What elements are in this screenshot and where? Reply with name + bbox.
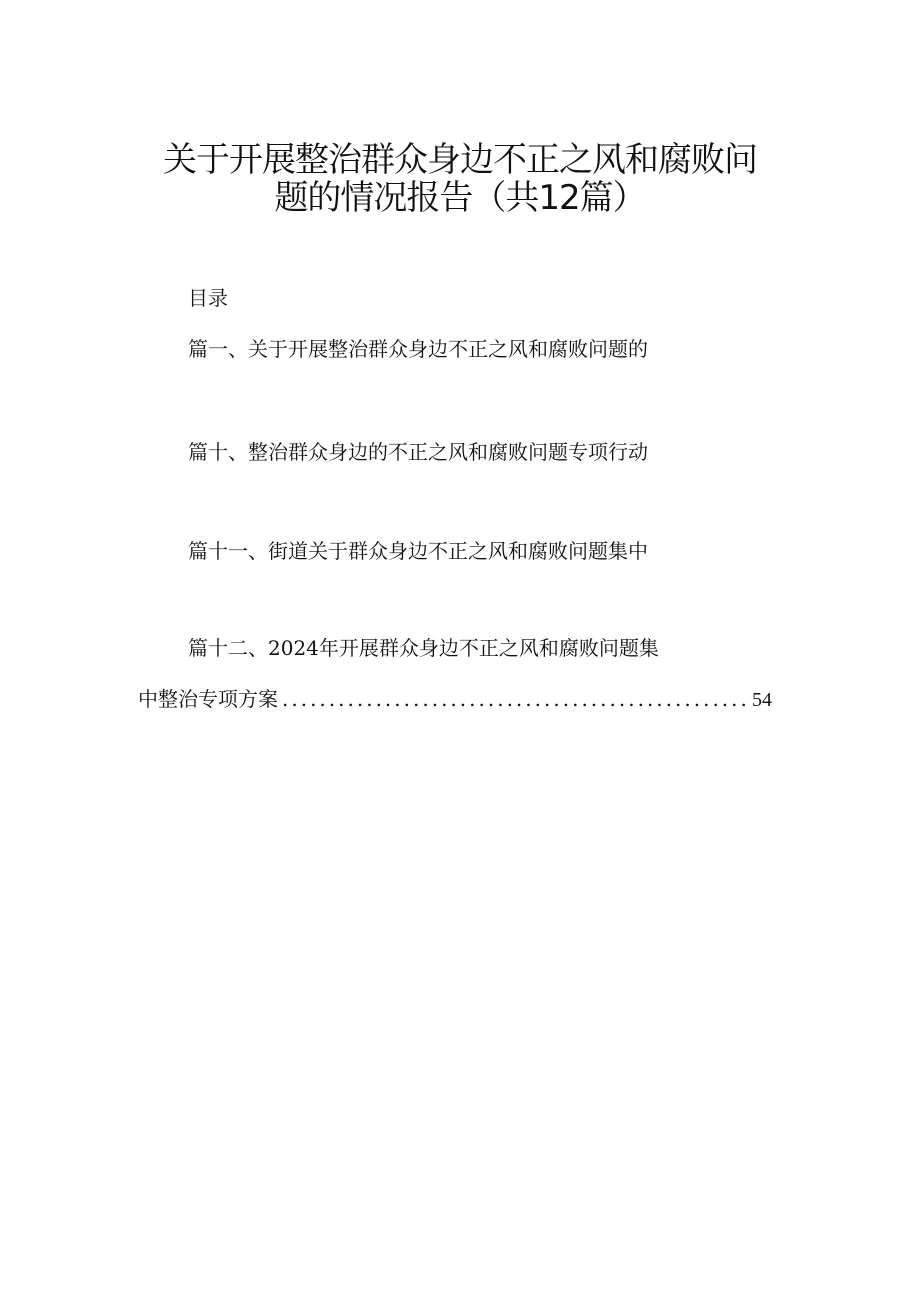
toc-item-12-continuation-text: 中整治专项方案 [138, 687, 278, 711]
toc-dot-leader [282, 684, 748, 714]
toc-item-1[interactable]: 篇一、关于开展整治群众身边不正之风和腐败问题的 [188, 337, 648, 361]
toc-item-11[interactable]: 篇十一、街道关于群众身边不正之风和腐败问题集中 [188, 539, 648, 563]
toc-item-12-continuation[interactable] [138, 684, 772, 715]
toc-page-number: 54 [752, 689, 772, 711]
document-title-line-2: 题的情况报告（共12篇） [274, 178, 646, 218]
toc-item-12[interactable]: 篇十二、2024年开展群众身边不正之风和腐败问题集 [188, 636, 659, 660]
toc-heading: 目录 [188, 286, 228, 310]
toc-item-10[interactable]: 篇十、整治群众身边的不正之风和腐败问题专项行动 [188, 440, 648, 464]
document-title-line-1: 关于开展整治群众身边不正之风和腐败问 [163, 140, 757, 180]
